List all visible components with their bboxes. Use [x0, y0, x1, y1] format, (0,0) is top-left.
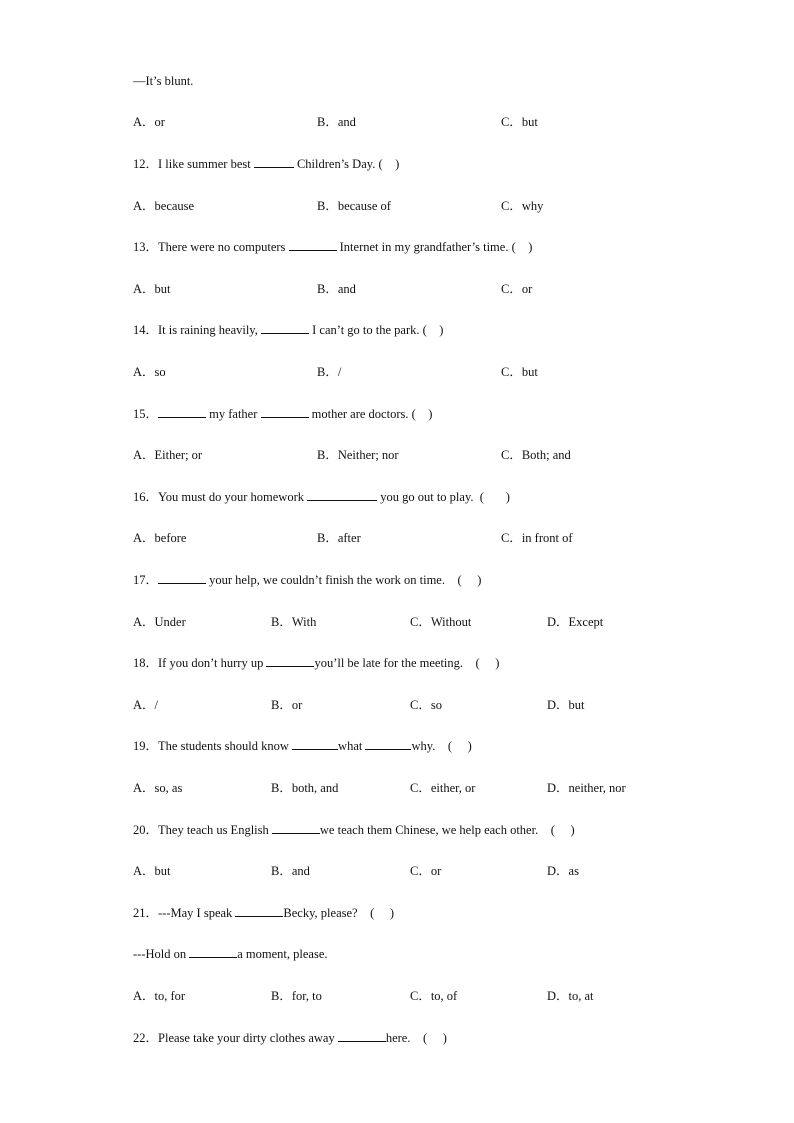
answer-blank: [266, 655, 314, 667]
question-11-options: [133, 114, 753, 130]
question-number: 16．: [133, 490, 159, 504]
option-a: A．or: [133, 115, 165, 129]
question-18: [133, 655, 499, 671]
question-number: 19．: [133, 739, 159, 753]
question-number: 15．: [133, 407, 159, 421]
answer-blank: [189, 946, 237, 958]
answer-blank: [289, 239, 337, 251]
question-14: [133, 322, 443, 338]
question-13: [133, 239, 532, 255]
option-b: B．or: [271, 698, 303, 712]
option-b: B．Neither; nor: [317, 448, 399, 462]
question-text: Internet in my grandfather’s time. ( ): [339, 240, 533, 254]
question-text: If you don’t hurry up: [158, 656, 264, 670]
answer-blank: [158, 406, 206, 418]
question-20: [133, 822, 575, 838]
option-c: C．Both; and: [501, 448, 571, 462]
answer-blank: [272, 822, 320, 834]
question-number: 18．: [133, 656, 159, 670]
option-a: A．so: [133, 365, 166, 379]
question-16-options: [133, 530, 753, 546]
question-text: I like summer best: [158, 157, 251, 171]
question-19-options: [133, 780, 753, 796]
option-c: C．but: [501, 115, 538, 129]
option-b: B．because of: [317, 199, 391, 213]
question-text: You must do your homework: [158, 490, 304, 504]
question-text: what: [338, 739, 363, 753]
option-a: A．/: [133, 698, 159, 712]
question-19: [133, 738, 472, 754]
question-text: Please take your dirty clothes away: [158, 1031, 335, 1045]
option-b: B．/: [317, 365, 342, 379]
question-text: The students should know: [158, 739, 289, 753]
answer-blank: [254, 156, 294, 168]
question-number: 20．: [133, 823, 159, 837]
question-text: It is raining heavily,: [158, 323, 258, 337]
option-b: B．and: [317, 282, 356, 296]
question-text: I can’t go to the park. ( ): [312, 323, 444, 337]
question-text: here. ( ): [385, 1031, 447, 1045]
answer-blank: [365, 738, 411, 750]
option-d: D．Except: [547, 615, 604, 629]
question-text: a moment, please.: [237, 947, 328, 961]
option-a: A．Either; or: [133, 448, 203, 462]
option-c: C．or: [501, 282, 533, 296]
question-number: 12．: [133, 157, 159, 171]
question-number: 22．: [133, 1031, 159, 1045]
option-c: C．why: [501, 199, 544, 213]
question-21-reply: [133, 946, 328, 962]
question-text: ---Hold on: [133, 947, 187, 961]
question-15: [133, 406, 432, 422]
option-a: A．because: [133, 199, 195, 213]
question-21: [133, 905, 394, 921]
option-a: A．but: [133, 864, 171, 878]
option-d: D．to, at: [547, 989, 594, 1003]
question-number: 17．: [133, 573, 159, 587]
option-c: C．Without: [410, 615, 472, 629]
option-c: C．or: [410, 864, 442, 878]
answer-blank: [338, 1030, 386, 1042]
option-d: D．neither, nor: [547, 781, 626, 795]
option-c: C．but: [501, 365, 538, 379]
question-text: Children’s Day. ( ): [296, 157, 400, 171]
question-number: 21．: [133, 906, 159, 920]
question-number: 13．: [133, 240, 159, 254]
option-b: B．for, to: [271, 989, 322, 1003]
option-b: B．and: [317, 115, 356, 129]
question-number: 14．: [133, 323, 159, 337]
option-a: A．but: [133, 282, 171, 296]
option-d: D．but: [547, 698, 585, 712]
question-14-options: [133, 364, 753, 380]
answer-blank: [261, 322, 309, 334]
question-text: mother are doctors. ( ): [311, 407, 433, 421]
question-21-options: [133, 988, 753, 1004]
question-13-options: [133, 281, 753, 297]
option-c: C．so: [410, 698, 442, 712]
option-a: A．so, as: [133, 781, 183, 795]
question-text: ---May I speak: [158, 906, 233, 920]
question-text: you’ll be late for the meeting. ( ): [314, 656, 500, 670]
question-11-reply: —It’s blunt.: [133, 74, 194, 88]
question-12-options: [133, 198, 753, 214]
question-12: [133, 156, 399, 172]
option-c: C．either, or: [410, 781, 476, 795]
answer-blank: [235, 905, 283, 917]
answer-blank: [261, 406, 309, 418]
question-text: we teach them Chinese, we help each other. ( ): [319, 823, 575, 837]
question-text: you go out to play. ( ): [380, 490, 510, 504]
option-b: B．after: [317, 531, 361, 545]
question-17-options: [133, 614, 753, 630]
option-c: C．to, of: [410, 989, 458, 1003]
question-text: my father: [209, 407, 258, 421]
option-a: A．to, for: [133, 989, 186, 1003]
question-20-options: [133, 863, 753, 879]
question-18-options: [133, 697, 753, 713]
question-16: [133, 489, 510, 505]
answer-blank: [292, 738, 338, 750]
answer-blank: [307, 489, 377, 501]
question-text: They teach us English: [158, 823, 269, 837]
option-c: C．in front of: [501, 531, 573, 545]
option-a: A．Under: [133, 615, 186, 629]
option-d: D．as: [547, 864, 579, 878]
question-text: Becky, please? ( ): [283, 906, 395, 920]
question-22: [133, 1030, 447, 1046]
question-text: why. ( ): [411, 739, 472, 753]
answer-blank: [158, 572, 206, 584]
question-15-options: [133, 447, 753, 463]
question-text: There were no computers: [158, 240, 286, 254]
option-a: A．before: [133, 531, 187, 545]
option-b: B．both, and: [271, 781, 339, 795]
question-text: your help, we couldn’t finish the work on time. ( ): [209, 573, 482, 587]
option-b: B．and: [271, 864, 310, 878]
option-b: B．With: [271, 615, 317, 629]
question-17: [133, 572, 481, 588]
